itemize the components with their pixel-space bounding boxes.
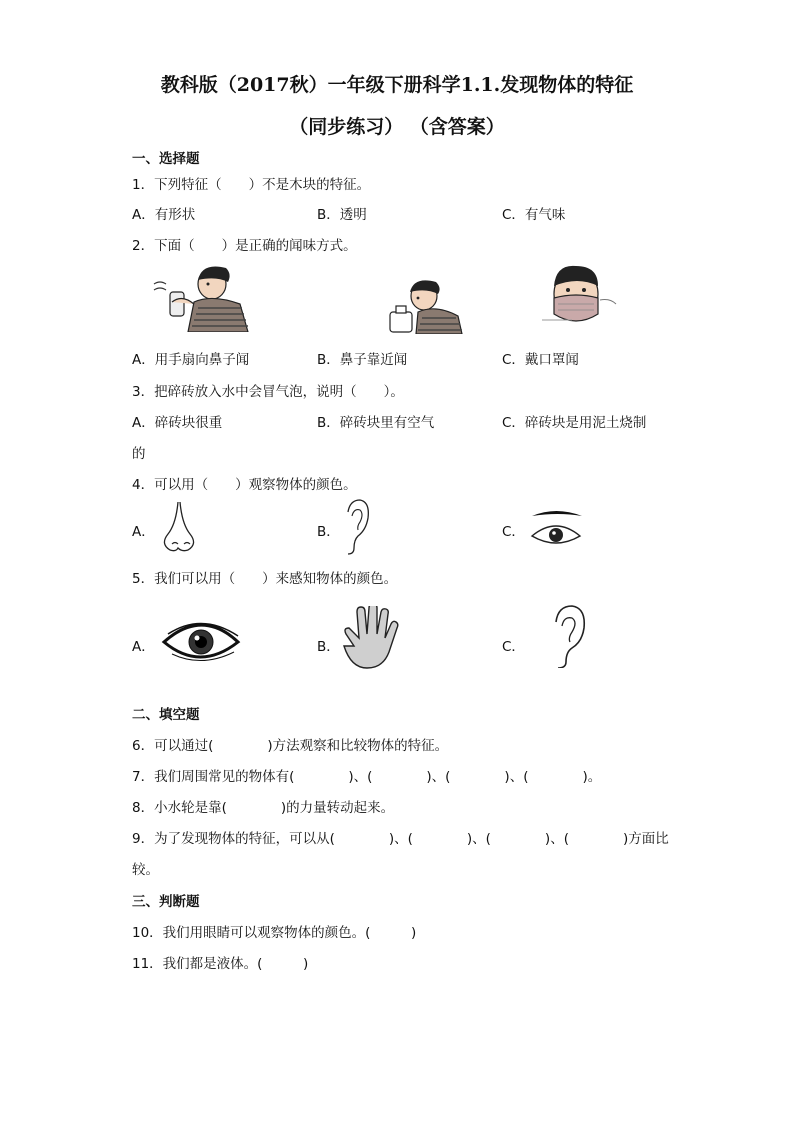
q4-option-a: A． [132,524,155,540]
ear-icon [340,498,370,556]
section-heading-choice: 一、选择题 [132,151,200,167]
page-title: 教科版（2017秋）一年级下册科学1.1.发现物体的特征 [160,74,634,96]
question-6: 6．可以通过( )方法观察和比较物体的特征。 [132,738,449,754]
question-10: 10．我们用眼睛可以观察物体的颜色。( ) [132,925,417,941]
eye-large-icon [158,618,244,668]
q1-option-b: B．透明 [317,207,367,223]
question-8: 8．小水轮是靠( )的力量转动起来。 [132,800,395,816]
q2-option-b: B．鼻子靠近闻 [317,352,408,368]
q3-option-c: C．碎砖块是用泥土烧制 [502,415,647,431]
q1-option-c: C．有气味 [502,207,566,223]
q5-option-c: C． [502,639,525,655]
question-4: 4．可以用（ ）观察物体的颜色。 [132,477,357,493]
nose-icon [158,500,202,554]
boy-wearing-mask-image [540,264,620,328]
q5-option-b: B． [317,639,340,655]
q2-option-c: C．戴口罩闻 [502,352,579,368]
section-heading-true-false: 三、判断题 [132,894,200,910]
page-subtitle: （同步练习） （含答案） [289,116,505,138]
q5-option-a: A． [132,639,155,655]
hand-icon [340,606,402,676]
ear-large-icon [548,604,588,668]
q3-option-b: B．碎砖块里有空气 [317,415,435,431]
q3-option-c-continued: 的 [132,446,146,462]
question-5: 5．我们可以用（ ）来感知物体的颜色。 [132,571,398,587]
boy-sniffing-close-image [388,276,464,334]
question-9-continued: 较。 [132,862,159,878]
question-2: 2．下面（ ）是正确的闻味方式。 [132,238,357,254]
eye-icon [528,510,584,550]
question-1: 1．下列特征（ ）不是木块的特征。 [132,177,371,193]
q4-option-c: C． [502,524,525,540]
question-3: 3．把碎砖放入水中会冒气泡，说明（ ）。 [132,384,404,400]
question-9: 9．为了发现物体的特征，可以从( )、( )、( )、( )方面比 [132,831,669,847]
q1-option-a: A．有形状 [132,207,196,223]
boy-fanning-smell-image [150,262,252,332]
question-7: 7．我们周围常见的物体有( )、( )、( )、( )。 [132,769,602,785]
section-heading-fill-blank: 二、填空题 [132,707,200,723]
q3-option-a: A．碎砖块很重 [132,415,223,431]
q2-option-a: A．用手扇向鼻子闻 [132,352,250,368]
question-11: 11．我们都是液体。( ) [132,956,309,972]
q4-option-b: B． [317,524,340,540]
